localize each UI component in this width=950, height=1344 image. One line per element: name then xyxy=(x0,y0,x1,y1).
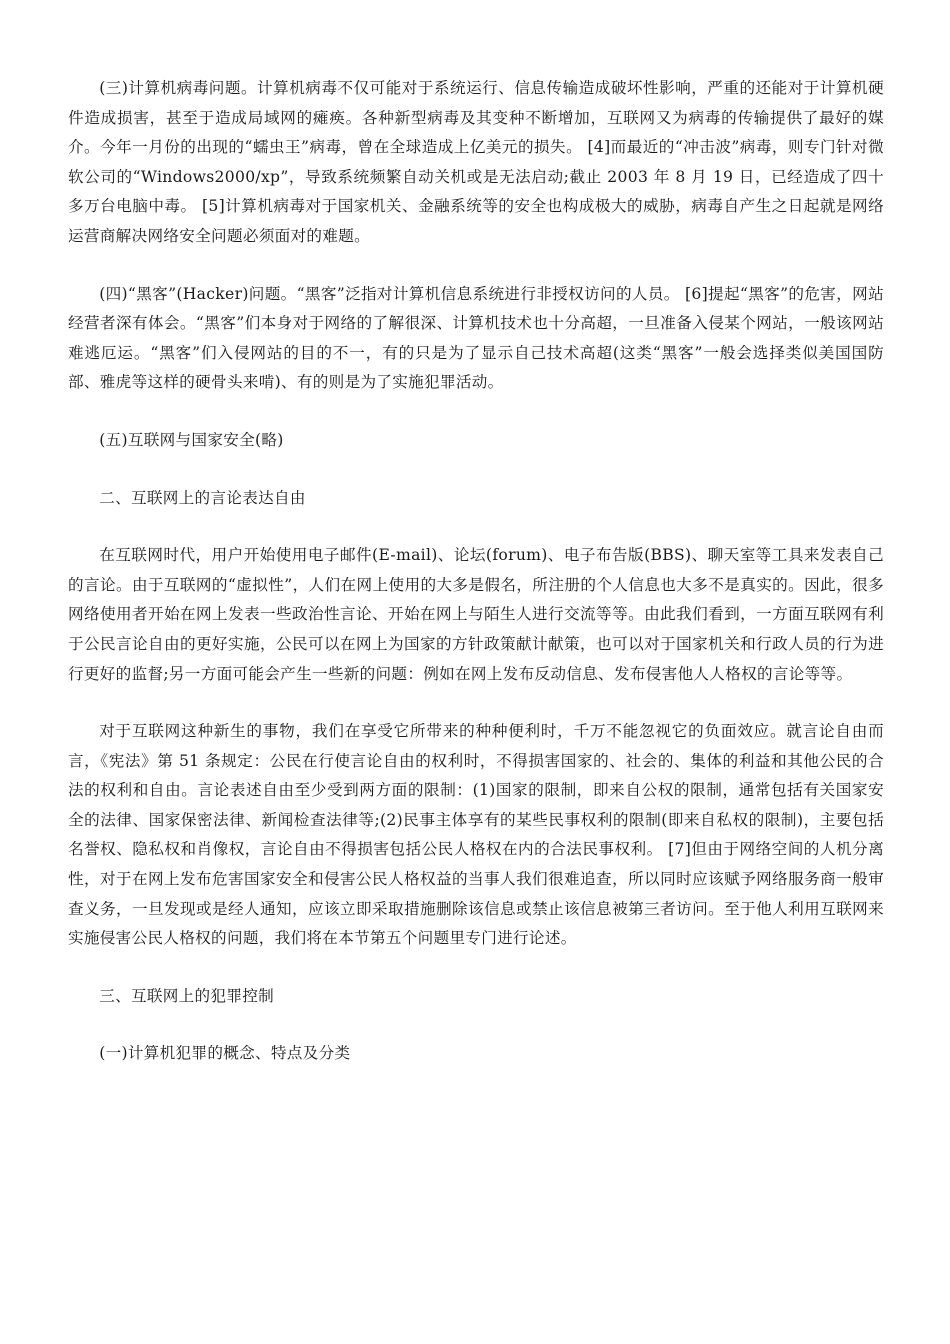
heading-internet-national-security: (五)互联网与国家安全(略) xyxy=(99,430,284,449)
heading-section-two-free-speech: 二、互联网上的言论表达自由 xyxy=(99,488,306,507)
paragraph-speech-limits: 对于互联网这种新生的事物，我们在享受它所带来的种种便利时，千万不能忽视它的负面效应。就言论自由而言，《宪法》第 51 条规定：公民在行使言论自由的权利时，不得损害国家的、社会的、集体的利益和其他公民的合法的权利和自由。言论表述自由至少受到两方面的限制：(1)国家的限制，即来自公权的限制，通常包括有关国家安全的法律、国家保密法律、新闻检查法律等;(2)民事主体享有的某些民事权利的限制(即来自私权的限制)，主要包括名誉权、隐私权和肖像权，言论自由不得损害包括公民人格权在内的合法民事权利。 [7]但由于网络空间的人机分离性，对于在网上发布危害国家安全和侵害公民人格权益的当事人我们很难追查，所以同时应该赋予网络服务商一般审查义务，一旦发现或是经人通知，应该立即采取措施删除该信息或禁止该信息被第三者访问。至于他人利用互联网来实施侵害公民人格权的问题，我们将在本节第五个问题里专门进行论述。 xyxy=(68,722,884,948)
heading-section-three-crime-control: 三、互联网上的犯罪控制 xyxy=(99,986,275,1005)
heading-computer-crime-concept: (一)计算机犯罪的概念、特点及分类 xyxy=(99,1044,351,1063)
paragraph-computer-virus: (三)计算机病毒问题。计算机病毒不仅可能对于系统运行、信息传输造成破坏性影响，严重的还能对于计算机硬件造成损害，甚至于造成局域网的瘫痪。各种新型病毒及其变种不断增加，互联网又为病毒的传输提供了最好的媒介。今年一月份的出现的“蠕虫王”病毒，曾在全球造成上亿美元的损失。 [4]而最近的“冲击波”病毒，则专门针对微软公司的“Windows2000/xp”，导致系统频繁自动关机或是无法启动;截止 2003 年 8 月 19 日，已经造成了四十多万台电脑中毒。 [5]计算机病毒对于国家机关、金融系统等的安全也构成极大的威胁，病毒自产生之日起就是网络运营商解决网络安全问题必须面对的难题。 xyxy=(68,79,884,245)
paragraph-hacker: (四)“黑客”(Hacker)问题。“黑客”泛指对计算机信息系统进行非授权访问的人员。 [6]提起“黑客”的危害，网站经营者深有体会。“黑客”们本身对于网络的了解很深、计算机技术也十分高超，一旦准备入侵某个网站，一般该网站难逃厄运。“黑客”们入侵网站的目的不一，有的只是为了显示自己技术高超(这类“黑客”一般会选择类似美国国防部、雅虎等这样的硬骨头来啃)、有的则是为了实施犯罪活动。 xyxy=(68,284,884,392)
document-page xyxy=(68,74,884,1097)
paragraph-internet-era-speech: 在互联网时代，用户开始使用电子邮件(E-mail)、论坛(forum)、电子布告版(BBS)、聊天室等工具来发表自己的言论。由于互联网的“虚拟性”，人们在网上使用的大多是假名，所注册的个人信息也大多不是真实的。因此，很多网络使用者开始在网上发表一些政治性言论、开始在网上与陌生人进行交流等等。由此我们看到，一方面互联网有利于公民言论自由的更好实施，公民可以在网上为国家的方针政策献计献策，也可以对于国家机关和行政人员的行为进行更好的监督;另一方面可能会产生一些新的问题：例如在网上发布反动信息、发布侵害他人人格权的言论等等。 xyxy=(68,546,884,683)
